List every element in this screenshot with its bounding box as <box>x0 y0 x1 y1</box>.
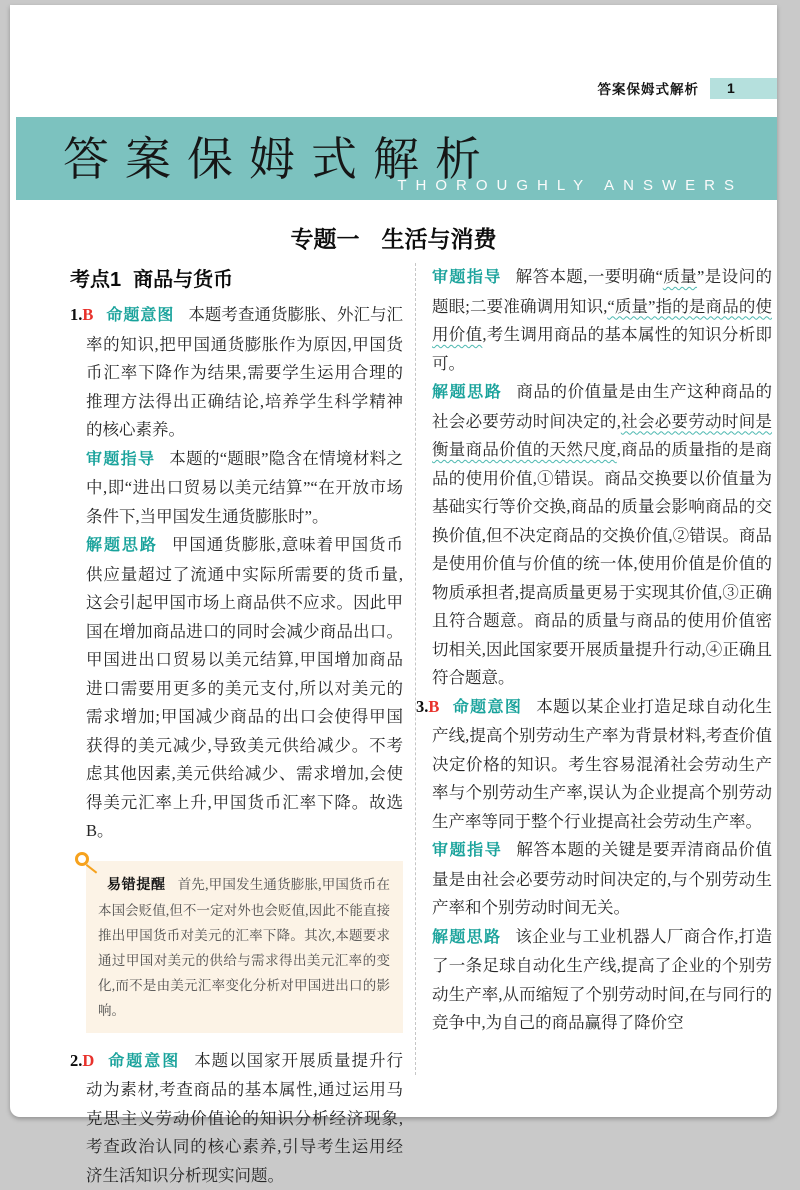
tagged-paragraph <box>432 836 772 923</box>
text-run: ,考生调用商品的基本属性的知识分析即可。 <box>432 325 772 373</box>
answer-paragraph <box>86 1047 403 1190</box>
key-point-underlined: 社会必要劳动时间是衡量商品价值的天然尺度 <box>432 412 772 460</box>
text-run: 该企业与工业机器人厂商合作,打造了一条足球自动化生产线,提高了企业的个别劳动生产率,从而缩短了个别劳动时间,在与同行的竞争中,为自己的商品赢得了降价空 <box>432 927 772 1033</box>
text-run: 首先,甲国发生通货膨胀,甲国货币在本国会贬值,但不一定对外也会贬值,因此不能直接推出甲国货币对美元的汇率下降。其次,本题要求通过甲国对美元的供给与需求得出美元汇率的变化,而不是由美元汇率变化分析对甲国进出口的影响。 <box>98 877 390 1018</box>
section-title-main: 生活与消费 <box>382 226 497 252</box>
text-run: 商品的价值量是由生产这种商品的社会必要劳动时间决定的, <box>432 382 772 431</box>
left-column <box>70 263 415 1075</box>
text-run: 本题以国家开展质量提升行动为素材,考查商品的基本属性,通过运用马克思主义劳动价值论的知识分析经济现象,考查政治认同的核心素养,引导考生运用经济生活知识分析现实问题。 <box>86 1051 403 1185</box>
running-head <box>598 77 778 99</box>
banner-subtitle: THOROUGHLY ANSWERS <box>397 177 743 194</box>
answer-paragraph <box>86 301 403 445</box>
question-number: 2. <box>70 1051 82 1070</box>
tag-label: 审题指导 <box>86 451 155 468</box>
topic-title: 商品与货币 <box>133 269 233 291</box>
text-run: 甲国通货膨胀,意味着甲国货币供应量超过了流通中实际所需要的货币量,这会引起甲国市场上商品供不应求。因此甲国在增加商品进口的同时会减少商品出口。甲国进出口贸易以美元结算,甲国增加商品进口需要用更多的美元支付,所以对美元的需求增加;甲国减少商品的出口会使得甲国获得的美元减少,导致美元供给减少。不考虑其他因素,美元供给减少、需求增加,会使得美元汇率上升,甲国货币汇率下降。故选 B。 <box>86 535 403 840</box>
text-run: 解答本题,一要明确“ <box>516 267 663 286</box>
topic-heading <box>70 263 403 292</box>
text-run: 本题的“题眼”隐含在情境材料之中,即“进出口贸易以美元结算”“在开放市场条件下,当甲国发生通货膨胀时”。 <box>86 449 403 526</box>
tagged-paragraph <box>86 445 403 532</box>
answer-paragraph <box>432 693 772 837</box>
text-run: 解答本题的关键是要弄清商品价值量是由社会必要劳动时间决定的,与个别劳动生产率和个别劳动时间无关。 <box>432 840 772 917</box>
callout-label: 易错提醒 <box>107 878 166 893</box>
tagged-paragraph <box>432 263 772 378</box>
question-number: 3. <box>416 697 428 716</box>
text-run: 本题考查通货膨胀、外汇与汇率的知识,把甲国通货膨胀作为原因,甲国货币汇率下降作为结果,需要学生运用合理的推理方法得出正确结论,培养学生科学精神的核心素养。 <box>86 305 403 439</box>
tagged-paragraph <box>432 923 772 1038</box>
tag-label: 审题指导 <box>432 842 502 859</box>
right-column <box>415 263 772 1075</box>
tag-label: 命题意图 <box>106 307 174 324</box>
tag-label: 解题思路 <box>432 929 501 946</box>
tag-label: 解题思路 <box>432 384 502 401</box>
tagged-paragraph <box>86 531 403 846</box>
key-point-underlined: “质量”指的是商品的使用价值 <box>432 297 772 345</box>
tag-label: 审题指导 <box>432 269 502 286</box>
page-number-tab: 1 <box>710 78 777 99</box>
title-banner <box>16 117 777 200</box>
question-number: 1. <box>70 305 82 324</box>
section-title-prefix: 专题一 <box>291 226 360 252</box>
text-run: ”是设问的题眼;二要准确调用知识, <box>432 267 772 316</box>
warning-callout <box>86 861 403 1033</box>
pin-icon <box>75 852 89 866</box>
tag-label: 命题意图 <box>107 1053 180 1070</box>
topic-label: 考点1 <box>70 269 121 291</box>
key-point-underlined: 质量 <box>663 267 697 286</box>
tagged-paragraph <box>432 378 772 693</box>
answer-letter: D <box>82 1051 94 1070</box>
tag-label: 命题意图 <box>452 699 522 716</box>
text-run: ,商品的质量指的是商品的使用价值,①错误。商品交换要以价值量为基础实行等价交换,商品的质量会影响商品的交换价值,但不决定商品的交换价值,②错误。商品是使用价值与价值的统一体,使用价值是价值的物质承担者,提高质量更易于实现其价值,③正确且符合题意。商品的质量与商品的使用价值密切相关,因此国家要开展质量提升行动,④正确且符合题意。 <box>432 440 772 687</box>
two-column-body <box>70 263 772 1075</box>
tag-label: 解题思路 <box>86 537 158 554</box>
text-run: 本题以某企业打造足球自动化生产线,提高个别劳动生产率为背景材料,考查价值决定价格的知识。考生容易混淆社会劳动生产率与个别劳动生产率,误认为企业提高个别劳动生产率等同于整个行业提高社会劳动生产率。 <box>432 697 772 831</box>
book-page <box>10 5 777 1117</box>
section-title <box>10 221 777 254</box>
answer-letter: B <box>82 305 93 324</box>
banner-title: 答案保姆式解析 <box>63 123 497 189</box>
running-head-title: 答案保姆式解析 <box>598 78 700 98</box>
answer-letter: B <box>428 697 439 716</box>
callout-paragraph <box>98 872 390 1023</box>
